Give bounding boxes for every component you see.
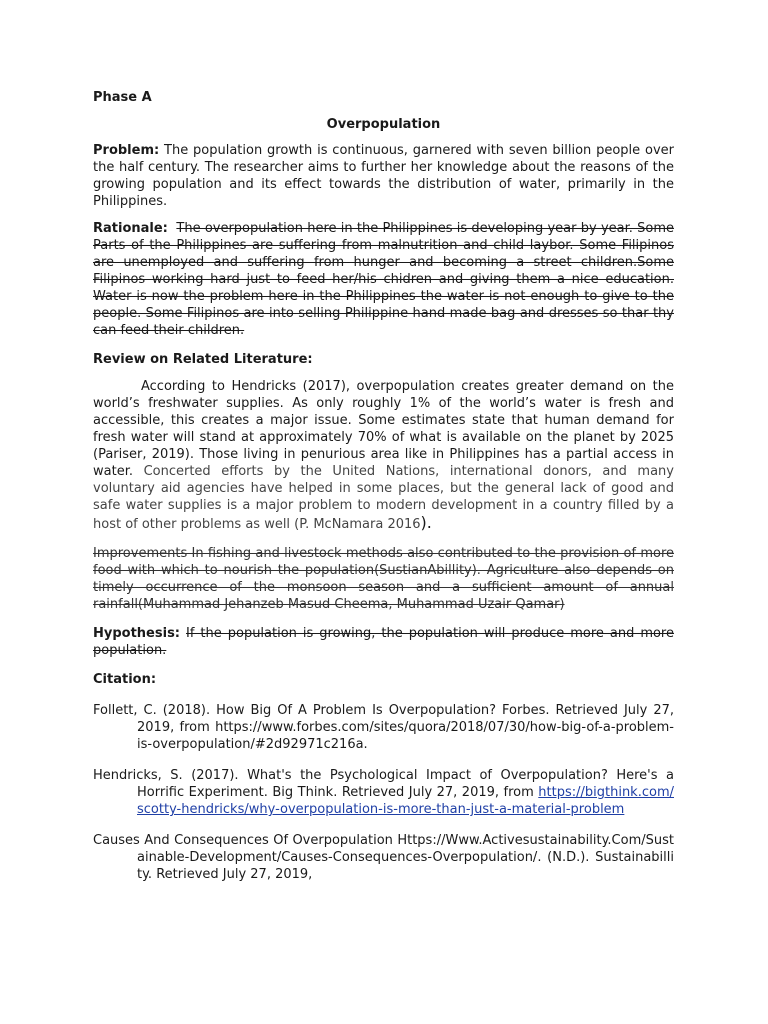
problem-label: Problem: xyxy=(93,143,160,158)
citation-text: Follett, C. (2018). How Big Of A Problem Is Overpopulation? Forbes. Retrieved July 27, 2019, from xyxy=(93,703,674,735)
review-text-end: ). xyxy=(420,513,432,532)
hypothesis-text: If the population is growing, the population will produce more and more population. xyxy=(93,626,674,658)
review-heading: Review on Related Literature: xyxy=(93,352,313,367)
page-title: Overpopulation xyxy=(326,117,441,132)
review-paragraph xyxy=(93,378,674,533)
citation-heading: Citation: xyxy=(93,672,157,687)
hypothesis-label: Hypothesis: xyxy=(93,626,181,641)
document-page xyxy=(93,80,674,883)
problem-paragraph xyxy=(93,142,674,210)
improvements-paragraph: Improvements In fishing and livestock methods also contributed to the provision of more food with which to nourish the population(SustianAbillity). Agriculture also depends on timely occurrence of the monsoon season and a sufficient amount of annual rainfall(Muhammad Jehanzeb Masud Cheema, Muhammad Uzair Qamar) xyxy=(93,546,674,612)
citation-item-hendricks xyxy=(93,767,674,818)
citation-url: https://www.forbes.com/sites/quora/2018/07/30/how-big-of-a-problem-is-overpopulation/#2d92971c216a. xyxy=(137,720,674,752)
citation-text: Hendricks, S. (2017). What's the Psychological Impact of Overpopulation? Here's a Horrific Experiment. Big Think. Retrieved July 27, 2019, from xyxy=(93,768,674,800)
hypothesis-paragraph xyxy=(93,625,674,659)
rationale-text: The overpopulation here in the Philippines is developing year by year. Some Parts of the Philippines are suffering from malnutrition and child laybor. Some Filipinos are unemployed and suffering from hunger and becoming a street children.Some Filipinos working hard just to feed her/his chidren and giving them a nice education. Water is now the problem here in the Philippines the water is not enough to give to the people. Some Filipinos are into selling Philippine hand made bag and dresses so thar thy can feed their children. xyxy=(93,221,674,338)
citation-text: Causes And Consequences Of Overpopulation Https://Www.Activesustainability.Com/Sustainable-Development/Causes-Consequences-Overpopulation/. (N.D.). Sustainabillity. Retrieved July 27, 2019, xyxy=(93,833,674,882)
review-text-quote: Concerted efforts by the United Nations, international donors, and many voluntary aid agencies have helped in some places, but the general lack of good and safe water supplies is a major problem to modern development in a country filled by a host of other problems as well (P. McNamara 2016 xyxy=(93,464,674,532)
citation-link[interactable]: https://bigthink.com/scotty-hendricks/why-overpopulation-is-more-than-just-a-material-problem xyxy=(137,785,674,817)
phase-heading: Phase A xyxy=(93,90,152,105)
citation-item-follett xyxy=(93,702,674,753)
citation-item-causes xyxy=(93,832,674,883)
problem-text: The population growth is continuous, garnered with seven billion people over the half century. The researcher aims to further her knowledge about the reasons of the growing population and its effect towards the distribution of water, primarily in the Philippines. xyxy=(93,143,674,209)
review-text-main: According to Hendricks (2017), overpopulation creates greater demand on the world’s freshwater supplies. As only roughly 1% of the world’s water is fresh and accessible, this creates a major issue. Some estimates state that human demand for fresh water will stand at approximately 70% of what is available on the planet by 2025 (Pariser, 2019). Those living in penurious area like in Philippines has a partial access in water. xyxy=(93,379,674,479)
rationale-label: Rationale: xyxy=(93,221,168,236)
rationale-paragraph xyxy=(93,220,674,339)
